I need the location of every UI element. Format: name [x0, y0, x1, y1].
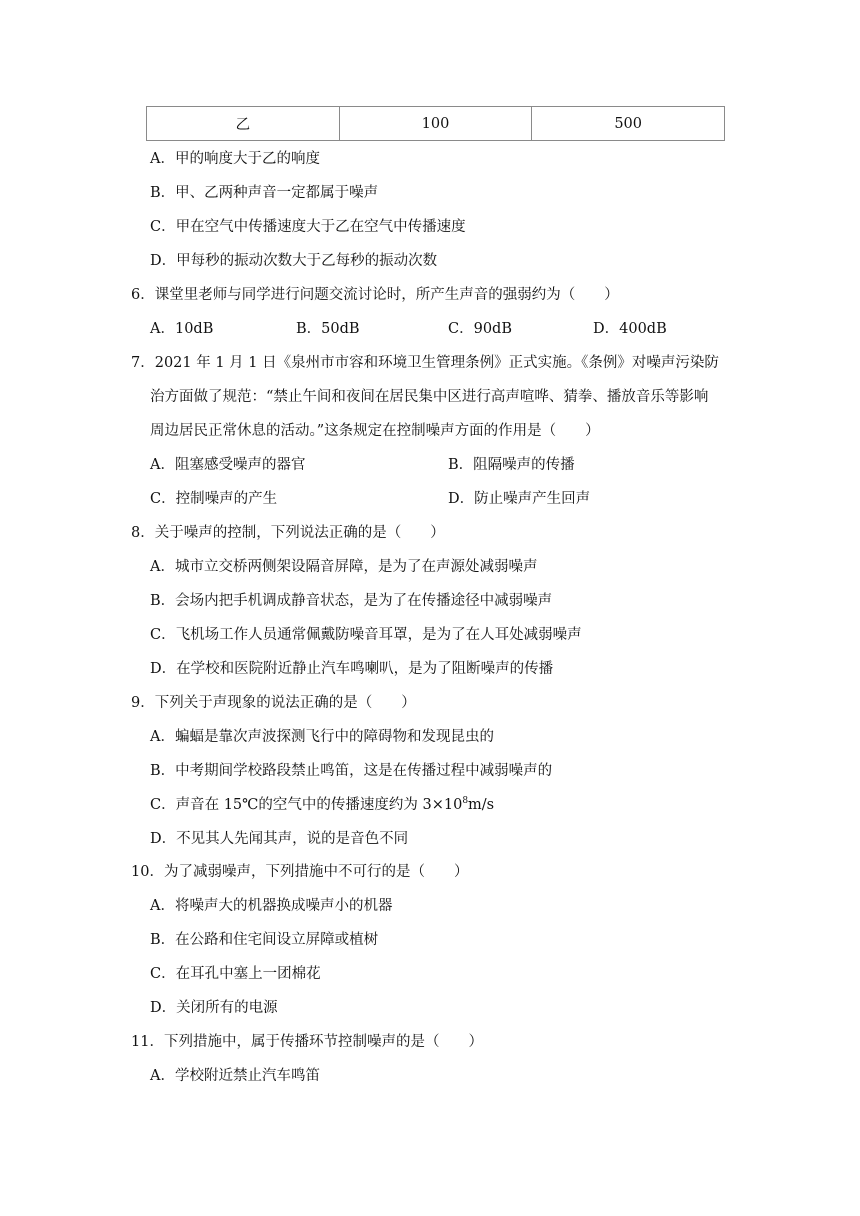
- q9-option-b: B．中考期间学校路段禁止鸣笛，这是在传播过程中减弱噪声的: [150, 763, 553, 779]
- q5-option-d: D．甲每秒的振动次数大于乙每秒的振动次数: [150, 253, 438, 269]
- q10-option-c: C．在耳孔中塞上一团棉花: [150, 966, 321, 982]
- table-cell: 乙: [147, 107, 340, 141]
- q8-option-b: B．会场内把手机调成静音状态，是为了在传播途径中减弱噪声: [150, 593, 553, 609]
- q10-stem: 10．为了减弱噪声，下列措施中不可行的是（ ）: [131, 864, 469, 880]
- q10-option-b: B．在公路和住宅间设立屏障或植树: [150, 932, 379, 948]
- q9-option-c-text: C．声音在 15℃的空气中的传播速度约为 3×10: [150, 797, 463, 813]
- table-cell: 100: [339, 107, 532, 141]
- q7-stem-line-2: 治方面做了规范：“禁止午间和夜间在居民集中区进行高声喧哗、猜拳、播放音乐等影响: [150, 389, 709, 405]
- q5-option-b: B．甲、乙两种声音一定都属于噪声: [150, 185, 379, 201]
- q7-option-a: A．阻塞感受噪声的器官: [150, 457, 306, 473]
- q5-option-a: A．甲的响度大于乙的响度: [150, 151, 320, 167]
- q11-option-a: A．学校附近禁止汽车鸣笛: [150, 1068, 320, 1084]
- q9-stem: 9．下列关于声现象的说法正确的是（ ）: [131, 695, 416, 711]
- q10-option-d: D．关闭所有的电源: [150, 1000, 278, 1016]
- q10-option-a: A．将噪声大的机器换成噪声小的机器: [150, 898, 393, 914]
- table-row: [147, 107, 725, 141]
- q6-stem: 6．课堂里老师与同学进行问题交流讨论时，所产生声音的强弱约为（ ）: [131, 287, 619, 303]
- q9-option-d: D．不见其人先闻其声，说的是音色不同: [150, 831, 409, 847]
- table-cell: 500: [532, 107, 725, 141]
- q7-option-d: D．防止噪声产生回声: [448, 491, 591, 507]
- q5-option-c: C．甲在空气中传播速度大于乙在空气中传播速度: [150, 219, 466, 235]
- q6-option-d: D．400dB: [593, 321, 667, 337]
- q8-option-d: D．在学校和医院附近静止汽车鸣喇叭，是为了阻断噪声的传播: [150, 661, 554, 677]
- q6-option-c: C．90dB: [448, 321, 512, 337]
- q7-stem-line-3: 周边居民正常休息的活动。”这条规定在控制噪声方面的作用是（ ）: [150, 423, 600, 439]
- q9-option-c: [150, 795, 494, 815]
- q8-option-a: A．城市立交桥两侧架设隔音屏障，是为了在声源处减弱噪声: [150, 559, 538, 575]
- q7-option-c: C．控制噪声的产生: [150, 491, 278, 507]
- data-table: [146, 106, 725, 141]
- q11-stem: 11．下列措施中，属于传播环节控制噪声的是（ ）: [131, 1034, 483, 1050]
- q8-option-c: C．飞机场工作人员通常佩戴防噪音耳罩，是为了在人耳处减弱噪声: [150, 627, 582, 643]
- q6-option-a: A．10dB: [150, 321, 214, 337]
- q7-option-b: B．阻隔噪声的传播: [448, 457, 575, 473]
- q9-option-c-unit: m/s: [468, 797, 495, 813]
- q6-option-b: B．50dB: [296, 321, 360, 337]
- q8-stem: 8．关于噪声的控制，下列说法正确的是（ ）: [131, 525, 445, 541]
- q7-stem-line-1: 7．2021 年 1 月 1 日《泉州市市容和环境卫生管理条例》正式实施。《条例》对噪声污染防: [131, 355, 719, 371]
- q9-option-c-exponent: 8: [462, 796, 469, 806]
- q9-option-a: A．蝙蝠是靠次声波探测飞行中的障碍物和发现昆虫的: [150, 729, 494, 745]
